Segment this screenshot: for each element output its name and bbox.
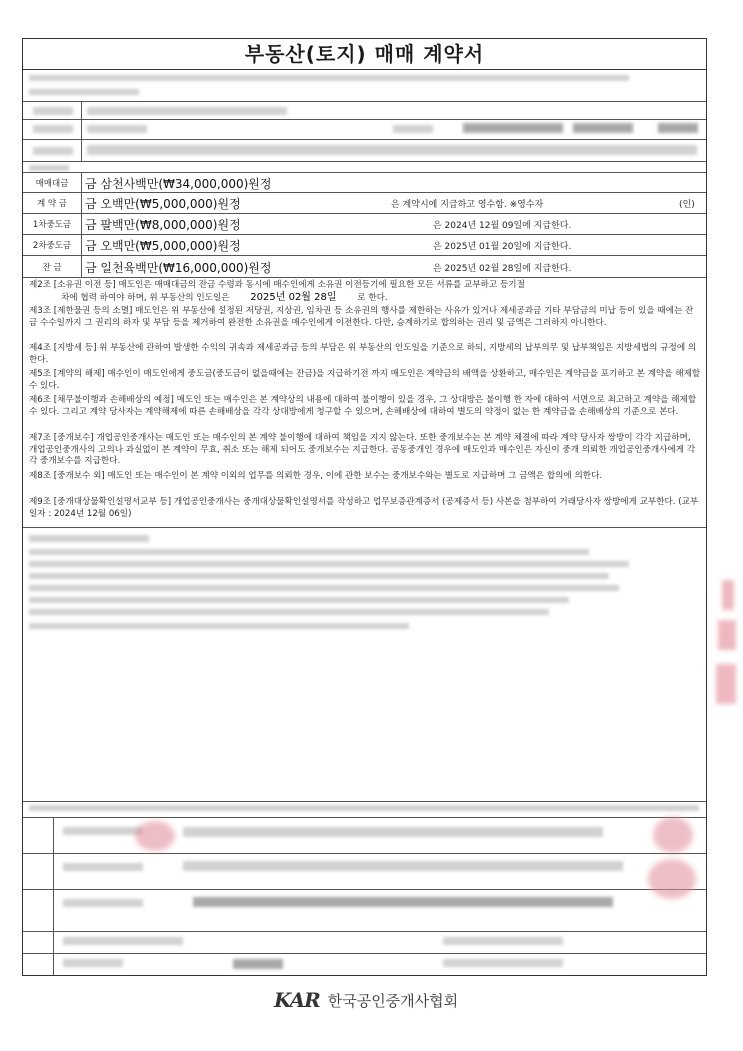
seal-mark: (인) bbox=[679, 200, 695, 210]
payment-label: 계 약 금 bbox=[36, 199, 68, 209]
payment-note: 은 2025년 01월 20일에 지급한다. bbox=[433, 242, 572, 252]
footer bbox=[274, 988, 458, 1012]
document-title: 부동산(토지) 매매 계약서 bbox=[23, 39, 706, 70]
payment-note: 은 2025년 02월 28일에 지급한다. bbox=[433, 264, 572, 274]
payment-label: 매매대금 bbox=[35, 179, 69, 189]
handover-date: 2025년 02월 28일 bbox=[250, 291, 337, 303]
clause-7: 제7조 [중개보수] 개업공인중개사는 매도인 또는 매수인의 본 계약 불이행에 대하여 책임을 지지 않는다. 또한 중개보수는 본 계약 체결에 따라 계약 당사자 쌍방이 각각 지급하며, 개업공인중개사의 고의나 과실없이 본 계약이 무효, 취소 또는 해제 되어도 중개보수는 지급한다. 공동중개인 경우에 매도인과 매수인은 자신이 중개 의뢰한 개업공인중개사에게 각각 중개보수를 지급한다. bbox=[29, 433, 696, 467]
clause-5: 제5조 [계약의 해제] 매수인이 매도인에게 중도금(중도금이 없을때에는 잔금)을 지급하기전 까지 매도인은 계약금의 배액을 상환하고, 매수인은 계약금을 포기하고 본 계약을 해제할 수 있다. bbox=[29, 369, 701, 391]
payment-label: 1차중도금 bbox=[32, 220, 72, 230]
clause-3: 제3조 [제한물권 등의 소멸] 매도인은 위 부동산에 설정된 저당권, 지상권, 임차권 등 소유권의 행사를 제한하는 사유가 있거나 제세공과금 기타 부담금의 미납 등이 있을 때에는 잔금 수수일까지 그 권리의 하자 및 부담 등을 제거하여 완전한 소유권을 매수인에게 이전한다. 다만, 승계하기로 합의하는 권리 및 금액은 그러하지 아니한다. bbox=[29, 306, 694, 328]
clause-8: 제8조 [중개보수 외] 매도인 또는 매수인이 본 계약 이외의 업무를 의뢰한 경우, 이에 관한 보수는 중개보수와는 별도로 지급하며 그 금액은 합의에 의한다. bbox=[29, 471, 603, 481]
payment-note: 은 2024년 12월 09일에 지급한다. bbox=[433, 221, 572, 231]
payment-amount: 금 오백만(₩5,000,000)원정 bbox=[85, 197, 241, 211]
clause-9: 제9조 [중개대상물확인설명서교부 등] 개업공인중개사는 중개대상물확인설명서를 작성하고 업무보증관계증서 (공제증서 등) 사본을 첨부하여 거래당사자 쌍방에게 교부한다. (교부일자 : 2024년 12월 06일) bbox=[29, 497, 699, 519]
payment-label: 2차중도금 bbox=[32, 241, 72, 251]
clause-6: 제6조 [채무불이행과 손해배상의 예정] 매도인 또는 매수인은 본 계약상의 내용에 대하여 불이행이 있을 경우, 그 상대방은 불이행 한 자에 대하여 서면으로 최고하고 계약을 해제할 수 있다. 그리고 계약 당사자는 계약해제에 따른 손해배상을 각각 상대방에게 청구할 수 있으며, 손해배상에 대하여 별도의 약정이 없는 한 계약금을 손해배상의 기준으로 본다. bbox=[29, 395, 697, 417]
payment-amount: 금 오백만(₩5,000,000)원정 bbox=[85, 239, 241, 253]
payment-note: 은 계약시에 지급하고 영수함. ※영수자 bbox=[391, 200, 544, 210]
payment-amount: 금 삼천사백만(₩34,000,000)원정 bbox=[85, 177, 272, 191]
payment-label: 잔 금 bbox=[42, 263, 62, 273]
contract-sheet bbox=[22, 38, 707, 976]
payment-amount: 금 일천육백만(₩16,000,000)원정 bbox=[85, 261, 272, 275]
clause-2: 제2조 [소유권 이전 등] 매도인은 매매대금의 잔금 수령과 동시에 매수인에게 소유권 이전등기에 필요한 모든 서류를 교부하고 등기절 차에 협력 하여야 하며, 위 부동산의 인도일은 2025년 02월 28일 로 한다. bbox=[29, 280, 525, 303]
kar-logo: KAR bbox=[274, 988, 320, 1012]
payment-amount: 금 팔백만(₩8,000,000)원정 bbox=[85, 218, 241, 232]
clause-4: 제4조 [지방세 등] 위 부동산에 관하여 발생한 수익의 귀속과 제세공과금 등의 부담은 위 부동산의 인도일을 기준으로 하되, 지방세의 납부의무 및 납부책임은 지방세법의 규정에 의한다. bbox=[29, 343, 697, 365]
association-name: 한국공인중개사협회 bbox=[327, 991, 459, 1010]
